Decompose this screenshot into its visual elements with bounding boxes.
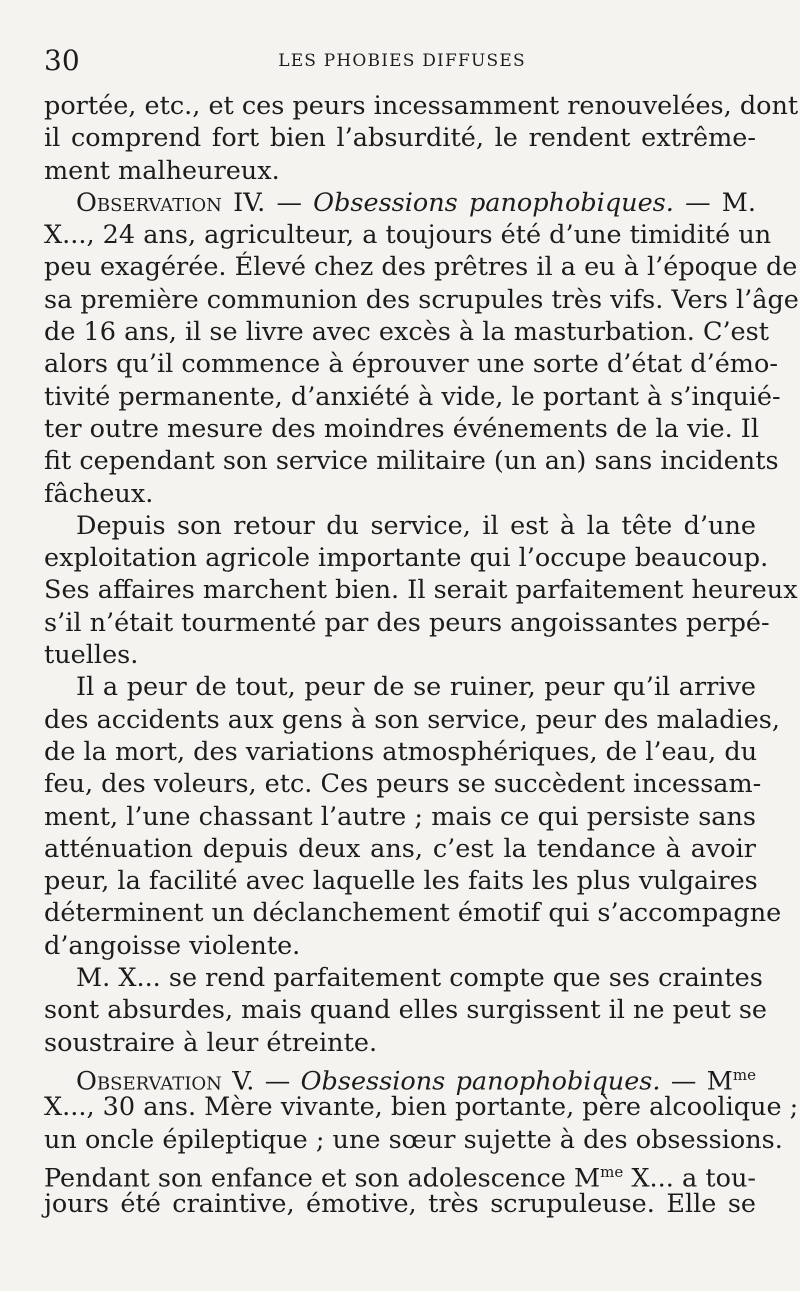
text-line: ment malheureux. bbox=[44, 155, 280, 186]
text-segment: Observation bbox=[76, 187, 222, 218]
text-line: ment, l’une chassant l’autre ; mais ce qui persiste sans bbox=[44, 801, 756, 832]
text-line: atténuation depuis deux ans, c’est la tendance à avoir bbox=[44, 833, 756, 864]
text-segment: Observation bbox=[76, 1066, 222, 1097]
text-line: peur, la facilité avec laquelle les faits les plus vulgaires bbox=[44, 866, 758, 897]
text-line: de la mort, des variations atmosphériques, de l’eau, du bbox=[44, 736, 758, 767]
text-line: Il a peur de tout, peur de se ruiner, peur qu’il arrive bbox=[76, 672, 756, 703]
text-segment: X... a tou- bbox=[623, 1163, 756, 1194]
text-line: il comprend fort bien l’absurdité, le rendent extrême- bbox=[44, 123, 756, 154]
text-line: des accidents aux gens à son service, peur des maladies, bbox=[44, 704, 780, 735]
text-line: feu, des voleurs, etc. Ces peurs se succèdent incessam- bbox=[44, 769, 762, 800]
text-line: un oncle épileptique ; une sœur sujette à des obsessions. bbox=[44, 1124, 783, 1155]
text-line: d’angoisse violente. bbox=[44, 930, 301, 961]
text-segment: Obsessions panophobiques. bbox=[300, 1066, 661, 1097]
text-line: Ses affaires marchent bien. Il serait parfaitement heureux bbox=[44, 575, 798, 606]
body-text bbox=[44, 90, 799, 1220]
text-line: tuelles. bbox=[44, 640, 139, 671]
text-line: de 16 ans, il se livre avec excès à la masturbation. C’est bbox=[44, 317, 769, 348]
text-segment: — M bbox=[660, 1066, 733, 1097]
text-line bbox=[44, 187, 756, 219]
page-header bbox=[44, 44, 760, 78]
text-line: s’il n’était tourmenté par des peurs angoissantes perpé- bbox=[44, 607, 770, 638]
text-line: Depuis son retour du service, il est à la tête d’une bbox=[76, 510, 756, 541]
text-line: exploitation agricole importante qui l’occupe beaucoup. bbox=[44, 543, 769, 574]
text-line: soustraire à leur étreinte. bbox=[44, 1027, 378, 1058]
running-title: LES PHOBIES DIFFUSES bbox=[278, 51, 526, 71]
text-segment: IV. — bbox=[221, 187, 314, 218]
text-line: ter outre mesure des moindres événements de la vie. Il bbox=[44, 413, 760, 444]
text-line: déterminent un déclanchement émotif qui s’accompagne bbox=[44, 898, 782, 929]
text-segment: — M. bbox=[673, 187, 756, 218]
text-line: peu exagérée. Élevé chez des prêtres il a eu à l’époque de bbox=[44, 252, 798, 283]
text-line: X..., 30 ans. Mère vivante, bien portante, père alcoolique ; bbox=[44, 1092, 799, 1123]
text-line: jours été craintive, émotive, très scrupuleuse. Elle se bbox=[44, 1189, 756, 1220]
text-line: sont absurdes, mais quand elles surgissent il ne peut se bbox=[44, 995, 767, 1026]
text-line: fit cependant son service militaire (un an) sans incidents bbox=[44, 446, 779, 477]
superscript: me bbox=[732, 1065, 756, 1084]
page-number: 30 bbox=[44, 44, 80, 77]
text-line: M. X... se rend parfaitement compte que ses craintes bbox=[76, 963, 763, 994]
text-segment: Pendant son enfance et son adolescence M bbox=[44, 1163, 601, 1194]
text-segment: V. — bbox=[221, 1066, 301, 1097]
text-line bbox=[44, 1156, 756, 1194]
text-line: tivité permanente, d’anxiété à vide, le portant à s’inquié- bbox=[44, 381, 781, 412]
text-line: alors qu’il commence à éprouver une sorte d’état d’émo- bbox=[44, 349, 778, 380]
text-line: portée, etc., et ces peurs incessamment renouvelées, dont bbox=[44, 91, 799, 121]
text-line: X..., 24 ans, agriculteur, a toujours été d’une timidité un bbox=[44, 220, 772, 251]
text-line: fâcheux. bbox=[44, 478, 154, 509]
text-segment: Obsessions panophobiques. bbox=[313, 187, 674, 218]
text-line bbox=[44, 1059, 756, 1097]
superscript: me bbox=[600, 1162, 624, 1181]
text-line: sa première communion des scrupules très vifs. Vers l’âge bbox=[44, 284, 799, 315]
